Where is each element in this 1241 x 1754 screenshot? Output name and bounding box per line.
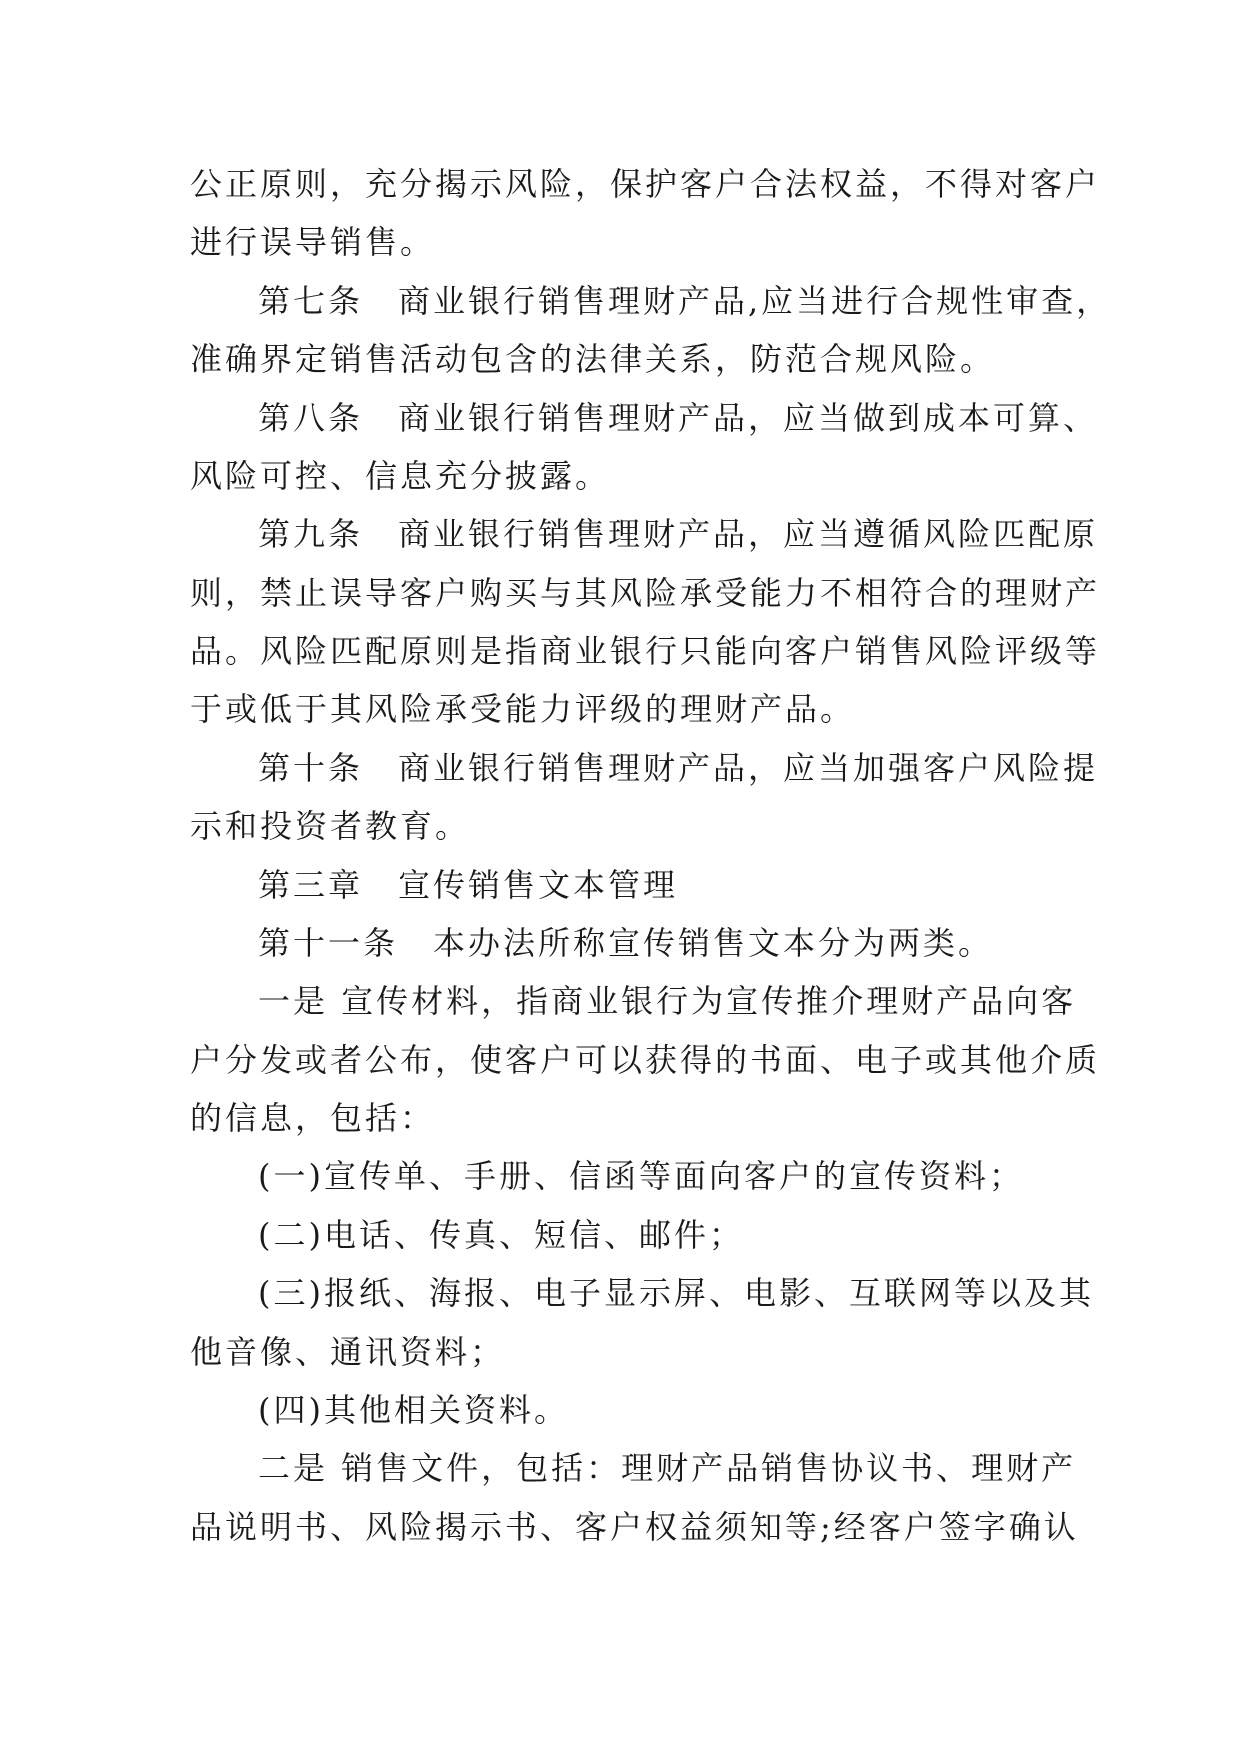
list-item-4: (四)其他相关资料。 — [258, 1391, 569, 1429]
article-7-heading-line: 第七条 商业银行销售理财产品,应当进行合规性审查， — [258, 282, 1112, 320]
article-9-heading-line: 第九条 商业银行销售理财产品，应当遵循风险匹配原 — [258, 515, 1099, 553]
text-line: 品。风险匹配原则是指商业银行只能向客户销售风险评级等 — [190, 632, 1101, 670]
list-item-2: (二)电话、传真、短信、邮件； — [258, 1216, 744, 1254]
text-line: 的信息，包括： — [190, 1099, 436, 1137]
text-line: 于或低于其风险承受能力评级的理财产品。 — [190, 690, 856, 728]
article-10-heading-line: 第十条 商业银行销售理财产品，应当加强客户风险提 — [258, 749, 1099, 787]
text-line: 风险可控、信息充分披露。 — [190, 457, 611, 495]
text-line: 公正原则，充分揭示风险，保护客户合法权益，不得对客户 — [190, 165, 1101, 203]
text-line: 准确界定销售活动包含的法律关系，防范合规风险。 — [190, 340, 996, 378]
text-line: 他音像、通讯资料； — [190, 1333, 506, 1371]
text-line: 户分发或者公布，使客户可以获得的书面、电子或其他介质 — [190, 1041, 1101, 1079]
list-item-1: (一)宣传单、手册、信函等面向客户的宣传资料； — [258, 1157, 1024, 1195]
item-two-heading-line: 二是 销售文件，包括：理财产品销售协议书、理财产 — [258, 1449, 1077, 1487]
text-line: 进行误导销售。 — [190, 223, 436, 261]
list-item-3: (三)报纸、海报、电子显示屏、电影、互联网等以及其 — [258, 1274, 1094, 1312]
article-11-heading-line: 第十一条 本办法所称宣传销售文本分为两类。 — [258, 924, 994, 962]
text-line: 则，禁止误导客户购买与其风险承受能力不相符合的理财产 — [190, 574, 1101, 612]
text-line: 品说明书、风险揭示书、客户权益须知等;经客户签字确认 — [190, 1508, 1079, 1546]
text-line: 示和投资者教育。 — [190, 807, 471, 845]
chapter-3-title: 第三章 宣传销售文本管理 — [258, 866, 679, 904]
article-8-heading-line: 第八条 商业银行销售理财产品，应当做到成本可算、 — [258, 399, 1099, 437]
item-one-heading-line: 一是 宣传材料，指商业银行为宣传推介理财产品向客 — [258, 982, 1077, 1020]
